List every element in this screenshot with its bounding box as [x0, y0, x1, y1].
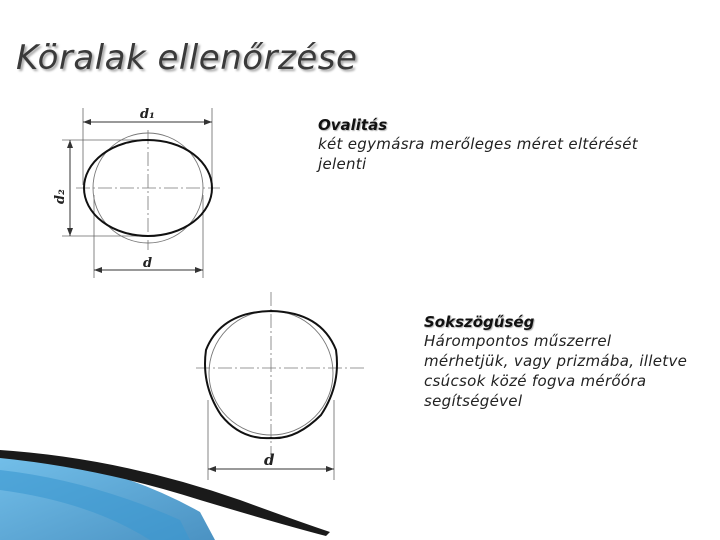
ovality-d2-label: d₂ — [53, 189, 68, 204]
polygon-heading: Sokszögűség — [424, 313, 535, 331]
ovality-text-block — [318, 116, 638, 174]
ovality-diagram — [48, 100, 228, 280]
decorative-swoosh — [0, 450, 340, 540]
page-title: Köralak ellenőrzése — [16, 38, 358, 78]
ovality-d-label: d — [143, 256, 153, 271]
ovality-description: két egymásra merőleges méret eltérését jelenti — [318, 135, 638, 173]
ovality-d1-label: d₁ — [140, 107, 155, 122]
polygon-d-label: d — [264, 451, 275, 469]
ovality-heading: Ovalitás — [318, 116, 388, 134]
polygon-description: Hárompontos műszerrel mérhetjük, vagy prizmába, illetve csúcsok közé fogva mérőóra segítségével — [424, 332, 688, 410]
polygon-text-block — [424, 313, 694, 411]
